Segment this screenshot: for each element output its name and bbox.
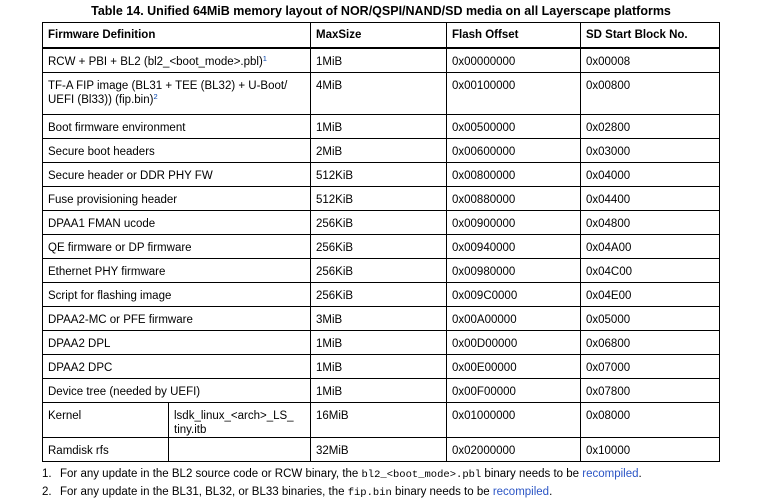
cell-flash-offset: 0x00D00000: [447, 330, 581, 354]
footnote-number: 1.: [42, 468, 52, 480]
cell-sd-block: 0x00008: [581, 48, 720, 72]
table-row: [43, 186, 720, 210]
cell-flash-offset: 0x00940000: [447, 234, 581, 258]
cell-definition: DPAA2 DPC: [43, 354, 311, 378]
cell-definition: Ethernet PHY firmware: [43, 258, 311, 282]
cell-flash-offset: 0x00880000: [447, 186, 581, 210]
cell-flash-offset: 0x02000000: [447, 437, 581, 461]
table-row: [43, 282, 720, 306]
footnote-text: binary needs to be: [391, 486, 493, 498]
cell-definition: Fuse provisioning header: [43, 186, 311, 210]
table-row: [43, 258, 720, 282]
cell-definition: QE firmware or DP firmware: [43, 234, 311, 258]
footnote: [42, 466, 642, 484]
recompiled-link[interactable]: recompiled: [492, 486, 550, 498]
cell-maxsize: 1MiB: [311, 354, 447, 378]
header-maxsize: MaxSize: [311, 23, 447, 49]
cell-flash-offset: 0x00800000: [447, 162, 581, 186]
cell-sd-block: 0x04A00: [581, 234, 720, 258]
cell-flash-offset: 0x00600000: [447, 138, 581, 162]
header-flash-offset: Flash Offset: [447, 23, 581, 49]
table-row: [43, 306, 720, 330]
cell-maxsize: 4MiB: [311, 72, 447, 114]
cell-definition: DPAA2-MC or PFE firmware: [43, 306, 311, 330]
table-row: [43, 72, 720, 114]
cell-flash-offset: 0x00980000: [447, 258, 581, 282]
cell-flash-offset: 0x00F00000: [447, 378, 581, 402]
footnote-ref[interactable]: 2: [153, 91, 158, 101]
cell-sd-block: 0x02800: [581, 114, 720, 138]
cell-sd-block: 0x08000: [581, 402, 720, 437]
cell-flash-offset: 0x009C0000: [447, 282, 581, 306]
cell-sd-block: 0x05000: [581, 306, 720, 330]
memory-layout-table: [42, 22, 720, 462]
ramdisk-label: Ramdisk rfs: [43, 438, 169, 461]
cell-sd-block: 0x03000: [581, 138, 720, 162]
table-row: [43, 234, 720, 258]
footnote-code: bl2_<boot_mode>.pbl: [361, 469, 482, 481]
footnote-text: binary needs to be: [481, 468, 583, 480]
cell-sd-block: 0x07800: [581, 378, 720, 402]
cell-maxsize: 1MiB: [311, 330, 447, 354]
cell-definition: [43, 48, 311, 72]
footnotes: [42, 466, 642, 502]
cell-maxsize: 512KiB: [311, 186, 447, 210]
cell-definition-split: [43, 402, 311, 437]
kernel-label: Kernel: [43, 403, 169, 437]
table-row: [43, 210, 720, 234]
cell-maxsize: 2MiB: [311, 138, 447, 162]
cell-sd-block: 0x06800: [581, 330, 720, 354]
cell-flash-offset: 0x00100000: [447, 72, 581, 114]
cell-sd-block: 0x04C00: [581, 258, 720, 282]
image-name: lsdk_linux_<arch>_LS_ tiny.itb: [174, 409, 294, 436]
cell-maxsize: 1MiB: [311, 114, 447, 138]
table-caption: Table 14. Unified 64MiB memory layout of NOR/QSPI/NAND/SD media on all Layerscape platforms: [91, 4, 671, 18]
cell-definition: [43, 72, 311, 114]
cell-flash-offset: 0x00E00000: [447, 354, 581, 378]
image-name-continued: [169, 438, 310, 461]
footnote-code: fip.bin: [347, 487, 392, 499]
footnote-number: 2.: [42, 486, 52, 498]
cell-sd-block: 0x04800: [581, 210, 720, 234]
footnote-text: .: [638, 468, 642, 480]
cell-maxsize: 3MiB: [311, 306, 447, 330]
definition-text: TF-A FIP image (BL31 + TEE (BL32) + U-Boot/ UEFI (Bl33)) (fip.bin): [48, 79, 288, 106]
cell-definition-split: [43, 437, 311, 461]
cell-maxsize: 1MiB: [311, 378, 447, 402]
footnote-text: For any update in the BL31, BL32, or BL33 binaries, the: [60, 486, 348, 498]
cell-maxsize: 256KiB: [311, 234, 447, 258]
cell-definition: DPAA2 DPL: [43, 330, 311, 354]
cell-flash-offset: 0x00000000: [447, 48, 581, 72]
cell-sd-block: 0x04000: [581, 162, 720, 186]
cell-maxsize: 32MiB: [311, 437, 447, 461]
header-sd-start-block: SD Start Block No.: [581, 23, 720, 49]
cell-definition: Script for flashing image: [43, 282, 311, 306]
cell-sd-block: 0x04400: [581, 186, 720, 210]
cell-sd-block: 0x00800: [581, 72, 720, 114]
footnote-text: .: [549, 486, 553, 498]
cell-flash-offset: 0x00A00000: [447, 306, 581, 330]
footnote-ref[interactable]: 1: [262, 54, 267, 63]
recompiled-link[interactable]: recompiled: [582, 468, 639, 480]
cell-maxsize: 256KiB: [311, 258, 447, 282]
cell-sd-block: 0x07000: [581, 354, 720, 378]
table-row: [43, 138, 720, 162]
table-row: [43, 330, 720, 354]
cell-definition: Boot firmware environment: [43, 114, 311, 138]
cell-definition: Secure header or DDR PHY FW: [43, 162, 311, 186]
cell-flash-offset: 0x01000000: [447, 402, 581, 437]
table-row: [43, 114, 720, 138]
table-row: [43, 48, 720, 72]
table-row: [43, 162, 720, 186]
cell-maxsize: 256KiB: [311, 210, 447, 234]
footnote-text: For any update in the BL2 source code or RCW binary, the: [60, 468, 362, 480]
cell-maxsize: 1MiB: [311, 48, 447, 72]
cell-definition: Device tree (needed by UEFI): [43, 378, 311, 402]
table-row-ramdisk: [43, 437, 720, 461]
cell-definition: DPAA1 FMAN ucode: [43, 210, 311, 234]
cell-maxsize: 16MiB: [311, 402, 447, 437]
definition-text: RCW + PBI + BL2 (bl2_<boot_mode>.pbl): [48, 56, 263, 68]
table-row-kernel: [43, 402, 720, 437]
cell-maxsize: 512KiB: [311, 162, 447, 186]
cell-flash-offset: 0x00500000: [447, 114, 581, 138]
header-firmware-definition: Firmware Definition: [43, 23, 311, 49]
footnote: [42, 484, 642, 502]
table-row: [43, 354, 720, 378]
table-header-row: [43, 23, 720, 49]
cell-sd-block: 0x10000: [581, 437, 720, 461]
table-row: [43, 378, 720, 402]
cell-maxsize: 256KiB: [311, 282, 447, 306]
cell-sd-block: 0x04E00: [581, 282, 720, 306]
cell-definition: Secure boot headers: [43, 138, 311, 162]
cell-flash-offset: 0x00900000: [447, 210, 581, 234]
